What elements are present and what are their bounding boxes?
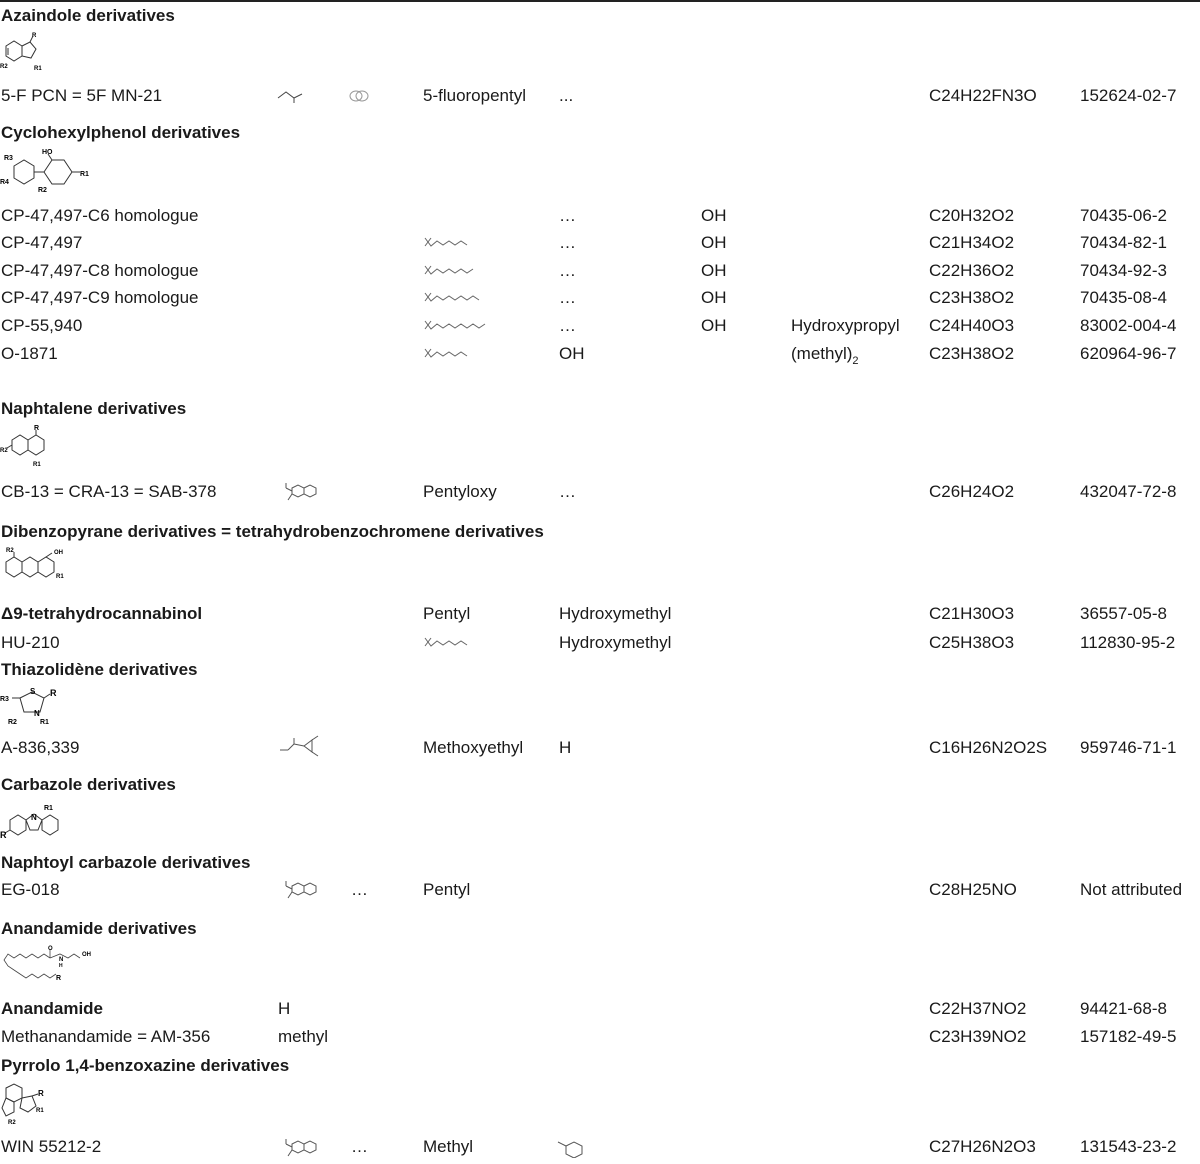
r4-value: Hydroxypropyl — [791, 316, 900, 335]
r2-value: ... — [559, 86, 574, 105]
dibenzopyrane-oh-label: OH — [54, 550, 63, 556]
cas-number: 83002-004-4 — [1080, 316, 1177, 335]
r1-value: Pentyl — [423, 604, 471, 623]
r2-value: … — [559, 482, 576, 501]
molecular-formula: C28H25NO — [929, 880, 1017, 899]
molecular-formula: C21H34O2 — [929, 233, 1015, 252]
cyclohexyl-r3-label: R3 — [4, 155, 13, 162]
alkyl-chain-icon — [423, 319, 489, 333]
naphtalene-r2-label: R2 — [0, 448, 8, 454]
naphtalene-r1-label: R1 — [33, 462, 41, 468]
r3-value: OH — [701, 233, 727, 252]
r3-value: OH — [701, 206, 727, 225]
anandamide-r-label: R — [56, 975, 62, 982]
carbazole-r-label: R — [0, 830, 7, 840]
compound-name: A-836,339 — [1, 738, 80, 757]
molecular-formula: C22H37NO2 — [929, 999, 1027, 1018]
cas-number: 36557-05-8 — [1080, 604, 1167, 623]
cas-number: 959746-71-1 — [1080, 738, 1177, 757]
dibenzopyrane-scaffold-structure — [0, 546, 70, 594]
cas-number: 131543-23-2 — [1080, 1137, 1177, 1156]
cyclohexyl-r2-label: R2 — [38, 187, 47, 194]
r1-value: Methyl — [423, 1137, 474, 1156]
thiazol-n-label: N — [34, 709, 40, 718]
ra-value: H — [278, 999, 291, 1018]
azaindole-r2-label: R2 — [0, 64, 8, 70]
thiazol-r2-label: R2 — [8, 719, 17, 726]
pyrrolo-r-label: R — [38, 1089, 44, 1098]
compound-name: CB-13 = CRA-13 = SAB-378 — [1, 482, 217, 501]
cas-number: Not attributed — [1080, 880, 1183, 899]
r4-value-main: (methyl) — [791, 344, 853, 363]
alkyl-chain-icon — [423, 236, 473, 250]
cas-number: 70435-06-2 — [1080, 206, 1167, 225]
r1-value: Pentyloxy — [423, 482, 497, 501]
compound-name: CP-55,940 — [1, 316, 83, 335]
carbazole-n-label: N — [31, 813, 37, 822]
r1-value: Pentyl — [423, 880, 471, 899]
r3-value: OH — [701, 316, 727, 335]
alkyl-chain-icon — [423, 264, 479, 278]
thiazol-r3-label: R3 — [0, 696, 9, 703]
alkyl-chain-icon — [423, 636, 469, 650]
r1-value: Methoxyethyl — [423, 738, 524, 757]
anandamide-oh-label: OH — [82, 952, 91, 958]
molecular-formula: C21H30O3 — [929, 604, 1015, 623]
r2-value: … — [559, 233, 576, 252]
cas-number: 94421-68-8 — [1080, 999, 1167, 1018]
naphtalene-scaffold-structure — [0, 424, 60, 472]
molecular-formula: C23H38O2 — [929, 288, 1015, 307]
section-title-pyrrolo-benzoxazine: Pyrrolo 1,4-benzoxazine derivatives — [1, 1056, 290, 1075]
molecular-formula: C22H36O2 — [929, 261, 1015, 280]
molecular-formula: C23H39NO2 — [929, 1027, 1027, 1046]
thiazolidene-scaffold-structure — [0, 684, 80, 730]
r2-value: H — [559, 738, 572, 757]
tetramethylcyclopropyl-amide-icon — [278, 734, 324, 762]
compound-name: CP-47,497-C6 homologue — [1, 206, 199, 225]
pyrrolo-r1-label: R1 — [36, 1108, 44, 1114]
naphthoyl-icon — [278, 1136, 318, 1162]
carbazole-r1-label: R1 — [44, 805, 53, 812]
cas-number: 112830-95-2 — [1080, 633, 1176, 652]
compound-name: Methanandamide = AM-356 — [1, 1027, 211, 1046]
cas-number: 152624-02-7 — [1080, 86, 1177, 105]
r2-value: … — [559, 288, 576, 307]
anandamide-o-label: O — [48, 946, 53, 952]
r3-value: OH — [701, 288, 727, 307]
molecular-formula: C23H38O2 — [929, 344, 1015, 363]
ra-value: methyl — [278, 1027, 329, 1046]
thiazol-s-label: S — [30, 687, 36, 696]
r2-value: … — [559, 316, 576, 335]
section-title-dibenzopyrane: Dibenzopyrane derivatives = tetrahydrobenzochromene derivatives — [1, 522, 544, 541]
thiazol-r1-label: R1 — [40, 719, 49, 726]
molecular-formula: C27H26N2O3 — [929, 1137, 1036, 1156]
r2-value: Hydroxymethyl — [559, 604, 672, 623]
cyclohexylphenol-scaffold-structure — [0, 146, 95, 196]
dibenzopyrane-r1-label: R1 — [56, 574, 64, 580]
compound-name: HU-210 — [1, 633, 60, 652]
pyrrolo-r2-label: R2 — [8, 1120, 16, 1126]
r0-value: … — [351, 880, 368, 899]
cas-number: 70434-82-1 — [1080, 233, 1167, 252]
anandamide-h-label: H — [59, 963, 63, 969]
molecular-formula: C25H38O3 — [929, 633, 1015, 652]
compound-name: CP-47,497-C9 homologue — [1, 288, 199, 307]
naphtalene-r-label: R — [34, 425, 40, 432]
cas-number: 432047-72-8 — [1080, 482, 1177, 501]
thiazol-r-label: R — [50, 688, 57, 698]
section-title-azaindole: Azaindole derivatives — [1, 6, 175, 25]
r3-value: OH — [701, 261, 727, 280]
r4-value — [791, 344, 859, 371]
anandamide-n-label: N — [59, 957, 64, 963]
alkyl-chain-icon — [423, 347, 473, 361]
cyclohexyl-r1-label: R1 — [80, 171, 89, 178]
cas-number: 157182-49-5 — [1080, 1027, 1177, 1046]
azaindole-r-label: R — [32, 33, 37, 39]
azaindole-scaffold-structure — [0, 28, 60, 76]
azaindole-r1-label: R1 — [34, 66, 42, 72]
pyrrolo-benzoxazine-scaffold-structure — [0, 1080, 60, 1130]
compound-name: EG-018 — [1, 880, 60, 899]
section-title-carbazole: Carbazole derivatives — [1, 775, 176, 794]
amide-substituent-icon — [276, 86, 318, 106]
cas-number: 70435-08-4 — [1080, 288, 1167, 307]
cas-number: 70434-92-3 — [1080, 261, 1167, 280]
compound-name: O-1871 — [1, 344, 58, 363]
compound-name: WIN 55212-2 — [1, 1137, 102, 1156]
molecular-formula: C24H40O3 — [929, 316, 1015, 335]
r0-value: … — [351, 1137, 368, 1156]
molecular-formula: C16H26N2O2S — [929, 738, 1048, 757]
morpholinomethyl-icon — [556, 1136, 592, 1158]
section-title-naphtoyl-carbazole: Naphtoyl carbazole derivatives — [1, 853, 251, 872]
r4-value-subscript: 2 — [852, 355, 859, 367]
molecular-formula: C24H22FN3O — [929, 86, 1037, 105]
naphthoyl-icon — [278, 480, 318, 506]
cas-number: 620964-96-7 — [1080, 344, 1177, 363]
molecular-formula: C26H24O2 — [929, 482, 1015, 501]
molecular-formula: C20H32O2 — [929, 206, 1015, 225]
r2-value: OH — [559, 344, 585, 363]
r2-value: … — [559, 206, 576, 225]
naphthoyl-icon — [278, 878, 318, 904]
section-title-anandamide: Anandamide derivatives — [1, 919, 197, 938]
r1-value: 5-fluoropentyl — [423, 86, 527, 105]
r2-value: Hydroxymethyl — [559, 633, 672, 652]
table-top-rule — [0, 0, 1200, 2]
compound-name: Anandamide — [1, 999, 104, 1018]
compound-name: CP-47,497-C8 homologue — [1, 261, 199, 280]
r2-value: … — [559, 261, 576, 280]
cyclohexyl-r4-label: R4 — [0, 179, 9, 186]
carbazole-scaffold-structure — [0, 800, 70, 846]
dibenzopyrane-r2-label: R2 — [6, 548, 14, 554]
alkyl-chain-icon — [423, 291, 483, 305]
compound-name: Δ9-tetrahydrocannabinol — [1, 604, 203, 623]
section-title-naphtalene: Naphtalene derivatives — [1, 399, 187, 418]
section-title-thiazolidene: Thiazolidène derivatives — [1, 660, 198, 679]
cyclohexyl-ho-label: HO — [42, 149, 53, 156]
compound-name: 5-F PCN = 5F MN-21 — [1, 86, 163, 105]
section-title-cyclohexylphenol: Cyclohexylphenol derivatives — [1, 123, 241, 142]
adamantyl-icon — [348, 88, 370, 104]
anandamide-scaffold-structure — [0, 944, 96, 990]
compound-name: CP-47,497 — [1, 233, 83, 252]
